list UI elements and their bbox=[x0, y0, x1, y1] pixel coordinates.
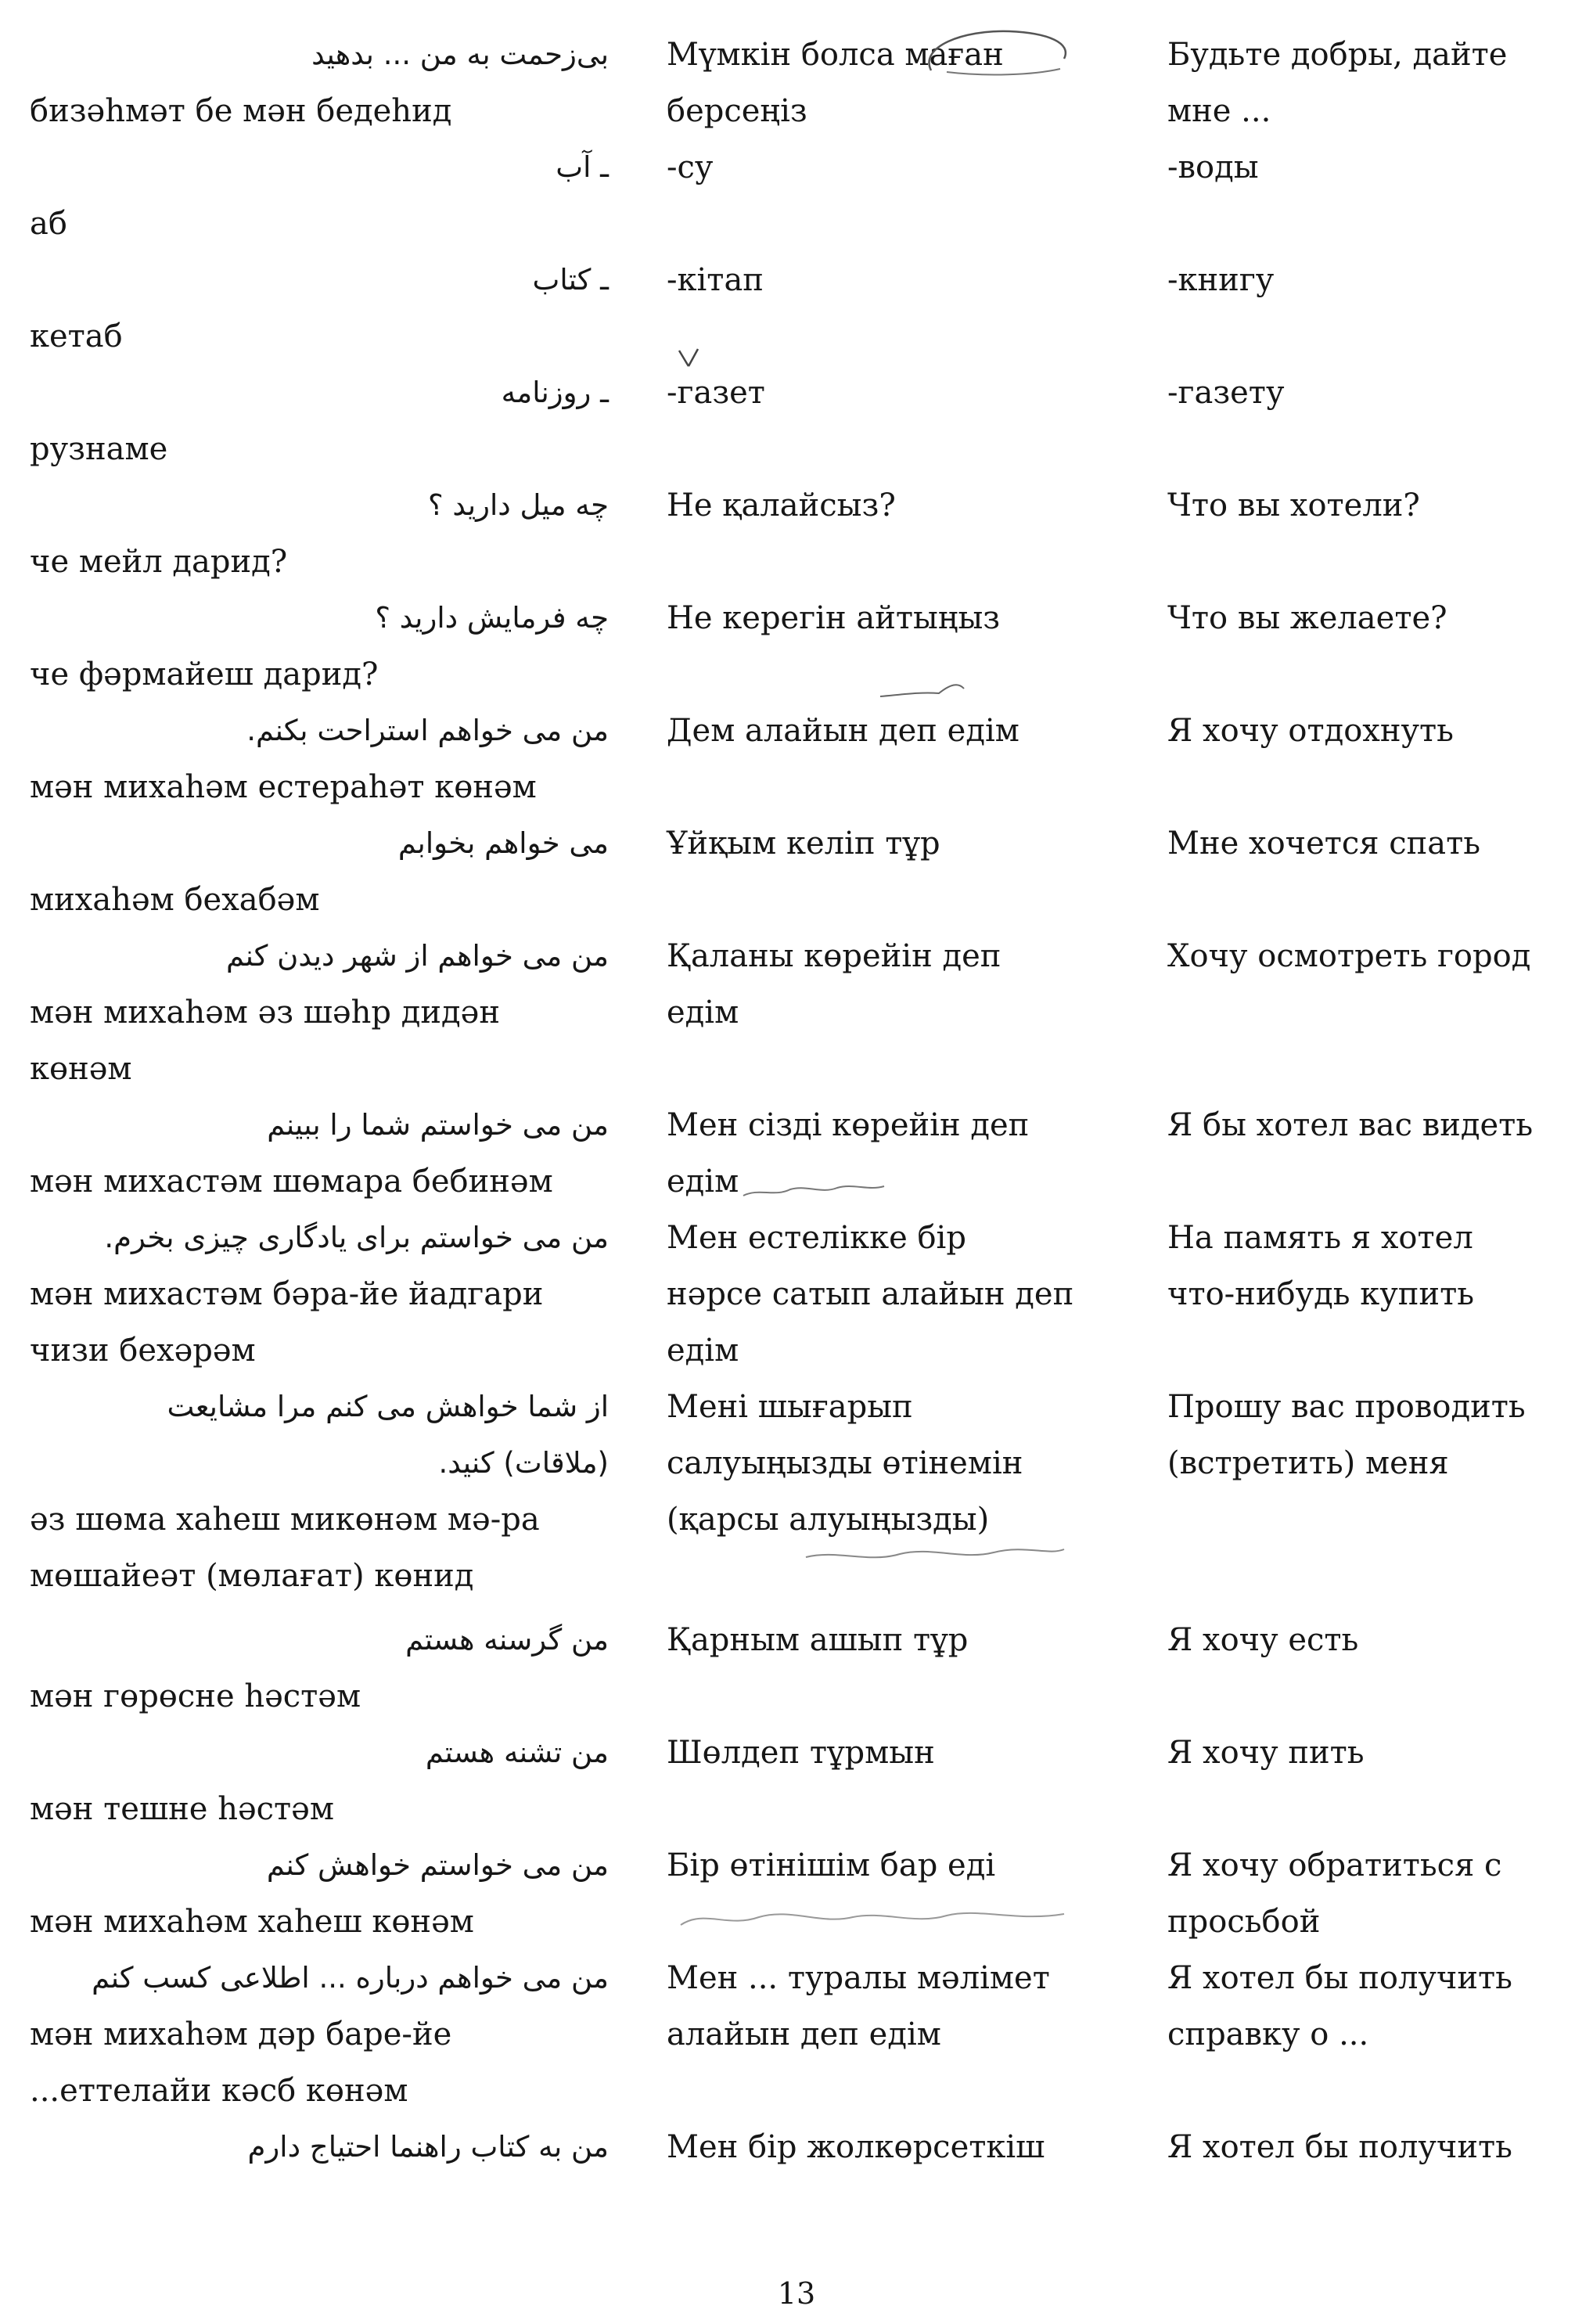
persian-phrase: ـ کتاب bbox=[532, 263, 609, 297]
handwritten-mark bbox=[876, 673, 970, 704]
persian-transliteration: мән гөрөсне һәстәм bbox=[30, 1678, 361, 1714]
kazakh-phrase-line: Мен сізді көрейін деп bbox=[667, 1107, 1030, 1143]
kazakh-column-cell bbox=[667, 1210, 1105, 1379]
kazakh-column-cell bbox=[667, 815, 1105, 872]
persian-transliteration: че фәрмайеш дарид? bbox=[30, 657, 379, 693]
russian-column-cell bbox=[1167, 365, 1587, 421]
kazakh-column-cell bbox=[667, 139, 1105, 196]
kazakh-column-cell bbox=[667, 365, 1105, 421]
persian-phrase: (ملاقات) کنید. bbox=[438, 1446, 609, 1480]
persian-column-cell bbox=[30, 1725, 609, 1837]
persian-transliteration: че мейл дарид? bbox=[30, 544, 288, 580]
persian-phrase: من می خواهم درباره ... اطلاعی کسب کنم bbox=[92, 1961, 609, 1995]
russian-phrase-line: Я хочу пить bbox=[1167, 1735, 1365, 1771]
kazakh-column-cell bbox=[667, 928, 1105, 1041]
kazakh-column-cell bbox=[667, 590, 1105, 646]
russian-phrase-line: -газету bbox=[1167, 375, 1285, 411]
russian-column-cell bbox=[1167, 252, 1587, 308]
russian-phrase-line: Я хочу отдохнуть bbox=[1167, 713, 1454, 749]
russian-phrase-line: просьбой bbox=[1167, 1904, 1321, 1940]
persian-column-cell bbox=[30, 252, 609, 365]
kazakh-phrase-line: Дем алайын деп едім bbox=[667, 713, 1019, 749]
persian-phrase: می خواهم بخوابم bbox=[397, 826, 609, 860]
kazakh-phrase-line: Мен естелікке бір bbox=[667, 1220, 966, 1256]
kazakh-phrase-line: -су bbox=[667, 149, 714, 185]
russian-phrase-line: -книгу bbox=[1167, 262, 1275, 298]
kazakh-phrase-line: Не керегін айтыңыз bbox=[667, 600, 1001, 636]
russian-phrase-line: Мне хочется спать bbox=[1167, 826, 1481, 862]
kazakh-phrase-line: нәрсе сатып алайын деп bbox=[667, 1276, 1074, 1312]
kazakh-phrase-line: Қарным ашып тұр bbox=[667, 1622, 969, 1658]
russian-phrase-line: что-нибудь купить bbox=[1167, 1276, 1474, 1312]
persian-column-cell bbox=[30, 139, 609, 252]
persian-transliteration: бизәһмәт бе мән бедеһид bbox=[30, 93, 452, 129]
persian-column-cell bbox=[30, 1950, 609, 2119]
persian-phrase: از شما خواهش می کنم مرا مشایعت bbox=[167, 1390, 609, 1423]
russian-column-cell bbox=[1167, 477, 1587, 534]
kazakh-phrase-line: Мен ... туралы мәлімет bbox=[667, 1960, 1050, 1996]
persian-column-cell bbox=[30, 1210, 609, 1379]
persian-transliteration: рузнаме bbox=[30, 431, 168, 467]
kazakh-phrase-line: салуыңызды өтінемін bbox=[667, 1445, 1023, 1481]
kazakh-phrase-line: берсеңіз bbox=[667, 93, 807, 129]
persian-phrase: من می خواستم برای یادگاری چیزی بخرم. bbox=[104, 1221, 609, 1254]
persian-column-cell bbox=[30, 590, 609, 703]
persian-phrase: چه میل دارید ؟ bbox=[428, 488, 609, 522]
kazakh-column-cell bbox=[667, 1379, 1105, 1548]
kazakh-phrase-line: -газет bbox=[667, 375, 765, 411]
persian-transliteration: мөшайеәт (мөлағат) көнид bbox=[30, 1558, 474, 1594]
persian-transliteration: мән михастәм шөмара бебинәм bbox=[30, 1164, 553, 1200]
persian-column-cell bbox=[30, 365, 609, 477]
persian-phrase: ـ آب bbox=[556, 150, 609, 184]
russian-column-cell bbox=[1167, 139, 1587, 196]
persian-transliteration: әз шөма хаһеш микөнәм мә-ра bbox=[30, 1502, 540, 1538]
kazakh-phrase-line: Мүмкін болса маған bbox=[667, 37, 1004, 73]
persian-phrase: من گرسنه هستم bbox=[405, 1623, 609, 1657]
persian-phrase: من به کتاب راهنما احتیاج دارم bbox=[247, 2130, 609, 2164]
russian-column-cell bbox=[1167, 1612, 1587, 1668]
russian-phrase-line: Будьте добры, дайте bbox=[1167, 37, 1508, 73]
persian-phrase: ـ روزنامه bbox=[501, 376, 609, 409]
kazakh-column-cell bbox=[667, 1097, 1105, 1210]
russian-phrase-line: Прошу вас проводить bbox=[1167, 1389, 1526, 1425]
persian-phrase: بی‌زحمت به من ... بدهید bbox=[311, 38, 609, 71]
persian-phrase: چه فرمایش دارید ؟ bbox=[375, 601, 609, 635]
russian-phrase-line: Я хочу есть bbox=[1167, 1622, 1359, 1658]
persian-transliteration: мән михаһәм дәр баре-йе bbox=[30, 2016, 452, 2052]
persian-phrase: من تشنه هستم bbox=[425, 1736, 609, 1769]
kazakh-column-cell bbox=[667, 1837, 1105, 1894]
kazakh-phrase-line: Мен бір жолкөрсеткіш bbox=[667, 2129, 1045, 2165]
russian-phrase-line: Я хочу обратиться с bbox=[1167, 1847, 1502, 1883]
persian-transliteration: михаһәм бехабәм bbox=[30, 882, 320, 918]
kazakh-phrase-line: едім bbox=[667, 995, 739, 1031]
page-number: 13 bbox=[777, 2276, 816, 2311]
kazakh-column-cell bbox=[667, 252, 1105, 308]
persian-transliteration: мән михаһәм хаһеш көнәм bbox=[30, 1904, 474, 1940]
persian-transliteration: көнәм bbox=[30, 1051, 132, 1087]
persian-phrase: من می خواستم شما را ببینم bbox=[267, 1108, 609, 1142]
russian-column-cell bbox=[1167, 2119, 1587, 2175]
persian-transliteration: мән михастәм бәра-йе йадгари bbox=[30, 1276, 544, 1312]
russian-column-cell bbox=[1167, 1950, 1587, 2063]
kazakh-phrase-line: Қаланы көрейін деп bbox=[667, 938, 1001, 974]
kazakh-column-cell bbox=[667, 703, 1105, 759]
russian-column-cell bbox=[1167, 1837, 1587, 1950]
kazakh-column-cell bbox=[667, 2119, 1105, 2175]
persian-column-cell bbox=[30, 928, 609, 1097]
russian-phrase-line: На память я хотел bbox=[1167, 1220, 1473, 1256]
persian-transliteration: чизи бехәрәм bbox=[30, 1333, 256, 1369]
russian-phrase-line: Что вы желаете? bbox=[1167, 600, 1447, 636]
russian-column-cell bbox=[1167, 703, 1587, 759]
persian-phrase: من می خواستم خواهش کنم bbox=[266, 1848, 609, 1882]
russian-column-cell bbox=[1167, 590, 1587, 646]
persian-column-cell bbox=[30, 815, 609, 928]
kazakh-column-cell bbox=[667, 27, 1105, 139]
persian-transliteration: мән тешне һәстәм bbox=[30, 1791, 334, 1827]
russian-column-cell bbox=[1167, 1725, 1587, 1781]
russian-column-cell bbox=[1167, 27, 1587, 139]
kazakh-column-cell bbox=[667, 1725, 1105, 1781]
kazakh-column-cell bbox=[667, 1612, 1105, 1668]
kazakh-column-cell bbox=[667, 1950, 1105, 2063]
kazakh-phrase-line: Шөлдеп тұрмын bbox=[667, 1735, 935, 1771]
russian-phrase-line: Что вы хотели? bbox=[1167, 487, 1420, 523]
persian-column-cell bbox=[30, 703, 609, 815]
persian-column-cell bbox=[30, 2119, 609, 2175]
kazakh-column-cell bbox=[667, 477, 1105, 534]
kazakh-phrase-line: Ұйқым келіп тұр bbox=[667, 826, 940, 862]
persian-transliteration: ...еттелайи кәсб көнәм bbox=[30, 2073, 408, 2109]
kazakh-phrase-line: Мені шығарып bbox=[667, 1389, 913, 1425]
persian-transliteration: кетаб bbox=[30, 318, 123, 354]
russian-phrase-line: Я хотел бы получить bbox=[1167, 1960, 1512, 1996]
kazakh-phrase-line: Бір өтінішім бар еді bbox=[667, 1847, 996, 1883]
russian-column-cell bbox=[1167, 1097, 1587, 1153]
kazakh-phrase-line: -кітап bbox=[667, 262, 764, 298]
russian-column-cell bbox=[1167, 1210, 1587, 1322]
persian-transliteration: мән михаһәм әз шәһр дидән bbox=[30, 995, 500, 1031]
handwritten-mark bbox=[673, 1894, 1080, 1941]
russian-phrase-line: Хочу осмотреть город bbox=[1167, 938, 1531, 974]
kazakh-phrase-line: едім bbox=[667, 1333, 739, 1369]
persian-transliteration: мән михаһәм естераһәт көнәм bbox=[30, 769, 537, 805]
persian-transliteration: аб bbox=[30, 206, 67, 242]
kazakh-phrase-line: (қарсы алуыңызды) bbox=[667, 1502, 990, 1538]
russian-phrase-line: -воды bbox=[1167, 149, 1259, 185]
persian-column-cell bbox=[30, 1612, 609, 1725]
russian-column-cell bbox=[1167, 815, 1587, 872]
persian-column-cell bbox=[30, 1837, 609, 1950]
russian-column-cell bbox=[1167, 928, 1587, 984]
russian-column-cell bbox=[1167, 1379, 1587, 1491]
russian-phrase-line: Я хотел бы получить bbox=[1167, 2129, 1512, 2165]
russian-phrase-line: справку о ... bbox=[1167, 2016, 1369, 2052]
kazakh-phrase-line: едім bbox=[667, 1164, 739, 1200]
russian-phrase-line: мне ... bbox=[1167, 93, 1271, 129]
persian-phrase: من می خواهم استراحت بکنم. bbox=[246, 714, 609, 747]
kazakh-phrase-line: Не қалайсыз? bbox=[667, 487, 896, 523]
persian-column-cell bbox=[30, 1097, 609, 1210]
persian-column-cell bbox=[30, 27, 609, 139]
kazakh-phrase-line: алайын деп едім bbox=[667, 2016, 941, 2052]
russian-phrase-line: Я бы хотел вас видеть bbox=[1167, 1107, 1534, 1143]
russian-phrase-line: (встретить) меня bbox=[1167, 1445, 1449, 1481]
persian-column-cell bbox=[30, 1379, 609, 1604]
persian-column-cell bbox=[30, 477, 609, 590]
persian-phrase: من می خواهم از شهر دیدن کنم bbox=[225, 939, 609, 973]
